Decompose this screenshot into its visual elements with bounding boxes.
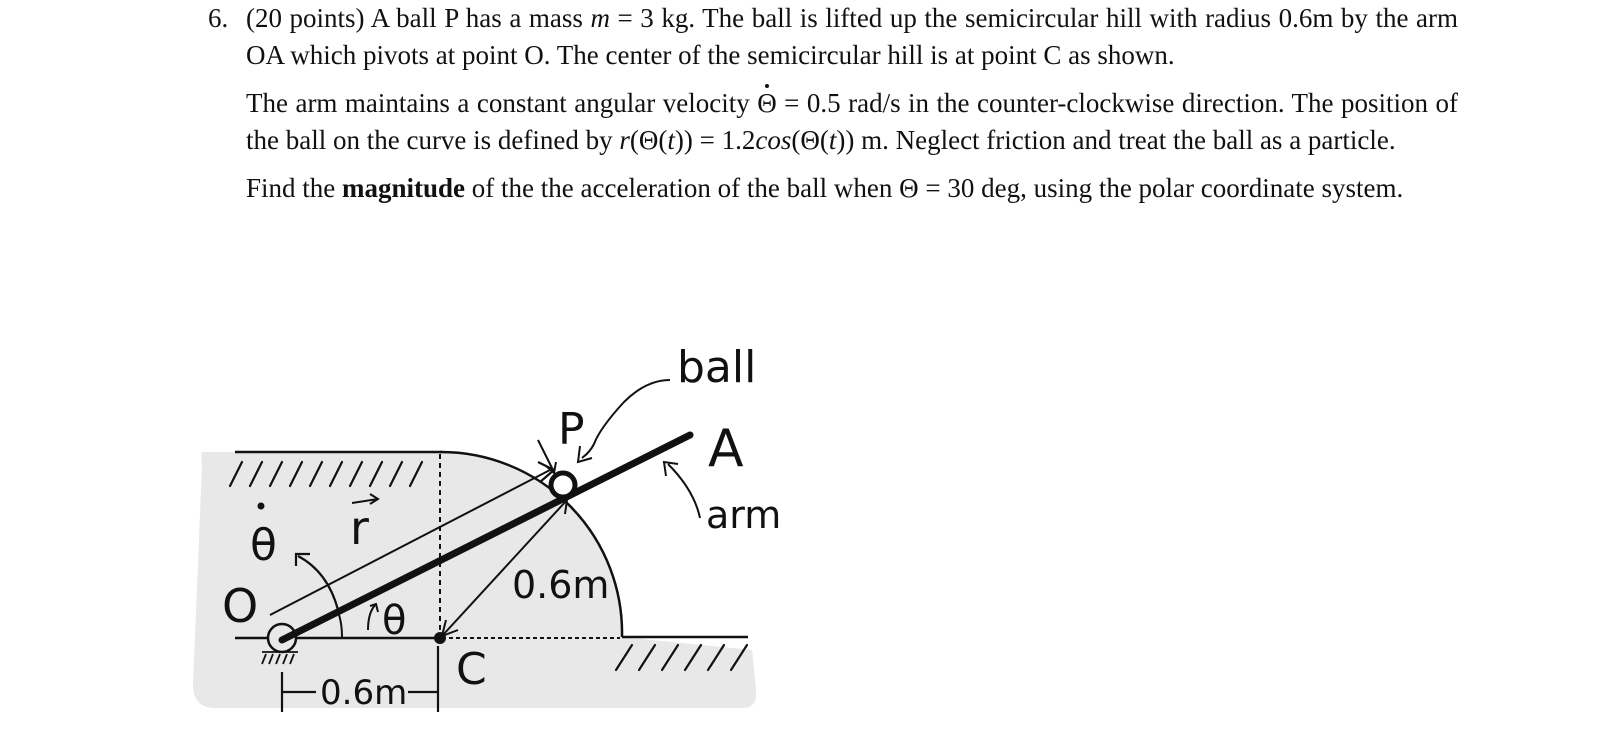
p1-mass-symbol: m <box>590 3 610 33</box>
label-r: r <box>350 501 369 555</box>
label-C: C <box>456 644 487 695</box>
p2-text-d: )) = 1.2 <box>674 124 756 155</box>
p2-t2-symbol: t <box>828 124 837 155</box>
p2-text-c: (Θ( <box>629 124 668 155</box>
p2-t1-symbol: t <box>667 124 675 155</box>
label-A: A <box>708 419 744 479</box>
p3-text-b: of the the acceleration of the ball when Θ = 30 deg, using the polar coordinate system. <box>465 173 1404 203</box>
p2-cos: cos <box>755 124 792 155</box>
p2-text-f: )) m. Neglect friction and treat the ball as a particle. <box>836 124 1396 155</box>
label-theta: θ <box>382 598 407 644</box>
problem-paragraph-3 <box>246 170 1458 207</box>
theta-dot-symbol: Θ <box>757 85 777 122</box>
label-P: P <box>558 404 585 455</box>
ball-pointer <box>582 380 670 458</box>
p2-text-b: = 0.5 rad/s in the counter-clockwise direction. The position of the ball on the curve is defined by <box>246 88 1458 155</box>
problem-6 <box>208 0 1458 219</box>
p3-bold-magnitude: magnitude <box>342 173 466 203</box>
p3-text-a: Find the <box>246 173 343 203</box>
ball-P <box>551 473 575 497</box>
p2-r-symbol: r <box>619 124 630 155</box>
problem-figure <box>190 340 810 730</box>
p1-text-a: (20 points) A ball P has a mass <box>246 3 591 33</box>
arm-pointer <box>664 462 700 518</box>
label-OC-0.6m: 0.6m <box>320 673 408 713</box>
label-radius-0.6m: 0.6m <box>512 563 610 607</box>
p2-text-e: (Θ( <box>791 124 829 155</box>
p2-text-a: The arm maintains a constant angular velocity <box>246 88 758 118</box>
label-ball: ball <box>677 342 757 393</box>
label-O: O <box>222 579 259 633</box>
problem-number: 6. <box>208 3 229 33</box>
label-theta-dot: θ <box>250 520 277 571</box>
problem-paragraph-1 <box>246 0 1458 73</box>
label-arm: arm <box>706 493 782 537</box>
P-pointer-arrow <box>538 440 556 473</box>
theta-dot-dot <box>258 503 265 510</box>
problem-paragraph-2 <box>246 85 1458 158</box>
p1-text-b: = 3 kg. The ball is lifted up the semicircular hill with radius 0.6m by the arm OA which pivots at point O. The center of the semicircular hill is at point C as shown. <box>246 3 1458 70</box>
